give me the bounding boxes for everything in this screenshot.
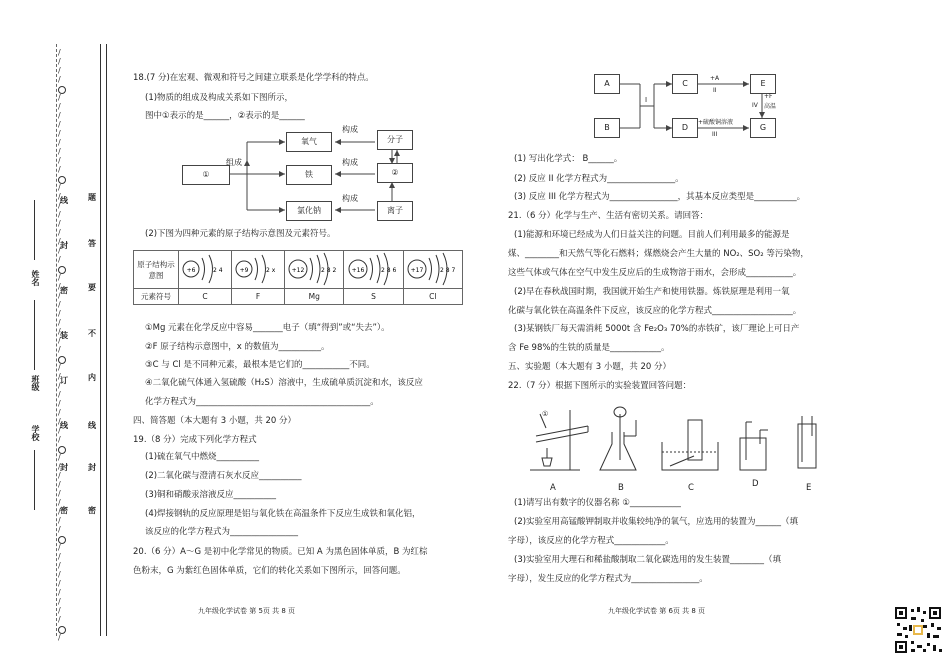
atom-nucleus: +12 — [291, 266, 305, 274]
q19-a: (1)硫在氧气中燃烧__________ — [145, 452, 260, 462]
diagram-node-iron: 铁 — [286, 165, 332, 185]
q19-b: (2)二氧化碳与澄清石灰水反应__________ — [145, 471, 302, 481]
atom-structure-table — [133, 250, 463, 305]
q18-s4: ④二氧化硫气体通入氢硫酸（H₂S）溶液中，生成硫单质沉淀和水，该反应 — [145, 378, 423, 388]
atom-shells: 2 8 7 — [439, 266, 456, 274]
seal-slash: / — [58, 597, 61, 606]
seal-slash: / — [58, 273, 61, 282]
atom-nucleus: +6 — [186, 266, 196, 274]
seal-slash: / — [58, 147, 61, 156]
seal-slash: / — [58, 363, 61, 372]
reaction-IV: IV — [752, 102, 758, 109]
section-5-title: 五、实验题（本大题有 3 小题，共 20 分） — [508, 362, 672, 372]
seal-char-outer: 线 — [60, 196, 68, 205]
seal-slash: / — [58, 165, 61, 174]
footer-right: 九年级化学试卷 第 6页 共 8 页 — [608, 607, 706, 615]
class-label: 班级 — [31, 375, 40, 391]
q20-b: (2) 反应 II 化学方程式为________________。 — [514, 174, 684, 184]
diagram-node-nacl: 氯化钠 — [286, 201, 332, 221]
reaction-II-reagent: +A — [710, 75, 720, 82]
seal-char: 题 — [88, 193, 96, 202]
q20-a: (1) 写出化学式： B______。 — [514, 154, 623, 164]
seal-char: 密 — [88, 506, 96, 515]
q19-title: 19.（8 分）完成下列化学方程式 — [133, 435, 257, 445]
atom-shells: 2 8 2 — [321, 266, 337, 274]
seal-slash: / — [58, 525, 61, 534]
seal-slash: / — [58, 561, 61, 570]
seal-char: 不 — [88, 329, 96, 338]
seal-slash: / — [58, 228, 61, 237]
seal-slash: / — [58, 318, 61, 327]
reaction-I: I — [645, 96, 648, 104]
diagram-node-oxygen: 氧气 — [286, 132, 332, 152]
node-C: C — [672, 74, 698, 94]
node-B: B — [594, 118, 620, 138]
seal-slash: / — [58, 102, 61, 111]
seal-slash: / — [58, 372, 61, 381]
atom-shells: 2 8 6 — [380, 266, 396, 274]
seal-slash: / — [58, 75, 61, 84]
seal-slash: / — [58, 219, 61, 228]
q18-s3: ③C 与 Cl 是不同种元素，最根本是它们的___________不同。 — [145, 360, 375, 370]
seal-slash: / — [58, 390, 61, 399]
node-G: G — [750, 118, 776, 138]
seal-line-left — [56, 44, 57, 636]
name-blank — [34, 200, 35, 260]
diagram-node-1: ① — [182, 165, 230, 185]
seal-char: 内 — [88, 373, 96, 382]
seal-slash: / — [58, 588, 61, 597]
seal-slash: / — [58, 579, 61, 588]
apparatus-label-E: E — [806, 483, 812, 493]
seal-slash: / — [58, 408, 61, 417]
seal-char: 线 — [88, 421, 96, 430]
seal-slash: / — [58, 237, 61, 246]
seal-slash: / — [58, 462, 61, 471]
q18-part1: (1)物质的组成及构成关系如下图所示， — [145, 93, 294, 103]
atom-diagram — [403, 251, 462, 289]
seal-slash: / — [58, 381, 61, 390]
seal-char: 要 — [88, 283, 96, 292]
name-label: 姓名 — [31, 270, 40, 286]
seal-slash: / — [58, 606, 61, 615]
footer-left: 九年级化学试卷 第 5页 共 8 页 — [198, 607, 296, 615]
school-label: 学校 — [31, 425, 40, 441]
seal-slash: / — [58, 345, 61, 354]
element-symbol: S — [344, 289, 403, 305]
table-head: 原子结构示意图 — [134, 251, 179, 289]
q22-a: (1)请写出有数字的仪器名称 ①____________ — [514, 498, 681, 508]
atom-diagram — [232, 251, 285, 289]
school-blank — [34, 450, 35, 510]
reaction-II: II — [713, 87, 717, 94]
q22-c1: (3)实验室用大理石和稀盐酸制取二氧化碳选用的发生装置________（填 — [514, 555, 782, 565]
node-D: D — [672, 118, 698, 138]
reaction-IV-reagent: +F — [764, 93, 773, 100]
label-goucheng: 构成 — [342, 158, 358, 167]
atom-nucleus: +9 — [239, 266, 249, 274]
section-4-title: 四、简答题（本大题有 3 小题，共 20 分） — [133, 416, 297, 426]
seal-slash: / — [58, 489, 61, 498]
seal-slash: / — [58, 327, 61, 336]
diagram-node-2: ② — [377, 163, 413, 183]
apparatus-label-A: A — [550, 483, 556, 493]
seal-slash: / — [58, 300, 61, 309]
diagram-node-ion: 离子 — [377, 201, 413, 221]
q18-part1-blanks: 图中①表示的是______，②表示的是______ — [145, 111, 305, 121]
seal-char-outer: 封 — [60, 463, 68, 472]
binding-strip — [0, 0, 112, 659]
reaction-III: III — [712, 131, 718, 138]
q21-b1: (2)早在春秋战国时期，我国就开始生产和使用铁器。炼铁原理是利用一氧 — [514, 287, 790, 297]
seal-slash: / — [58, 291, 61, 300]
seal-slash: / — [58, 48, 61, 57]
q18-s2: ②F 原子结构示意图中，x 的数值为__________。 — [145, 342, 330, 352]
seal-char-outer: 装 — [60, 331, 68, 340]
reaction-III-reagent: +硫酸铜溶液 — [698, 119, 734, 126]
seal-slash: / — [58, 399, 61, 408]
seal-slash: / — [58, 507, 61, 516]
element-symbol: Cl — [403, 289, 462, 305]
q21-c1: (3)某钢铁厂每天需消耗 5000t 含 Fe₂O₃ 70%的赤铁矿，该厂理论上可日产 — [514, 324, 800, 334]
q21-title: 21.（6 分）化学与生产、生活有密切关系。请回答： — [508, 211, 709, 221]
q20-text-2: 色粉末，G 为紫红色固体单质，它们的转化关系如下图所示，回答问题。 — [133, 566, 406, 576]
atom-nucleus: +16 — [351, 266, 364, 274]
apparatus-label-C: C — [688, 483, 694, 493]
seal-slash: / — [58, 93, 61, 102]
q22-c2: 字母），发生反应的化学方程式为________________。 — [508, 574, 708, 584]
seal-slash: / — [58, 57, 61, 66]
apparatus-figure — [520, 400, 840, 485]
label-goucheng: 构成 — [342, 194, 358, 203]
seal-char-outer: 订 — [60, 376, 68, 385]
seal-slash: / — [58, 156, 61, 165]
seal-char-outer: 线 — [60, 421, 68, 430]
seal-slash: / — [58, 471, 61, 480]
seal-slash: / — [58, 282, 61, 291]
seal-slash: / — [58, 435, 61, 444]
q21-b2: 化碳与氧化铁在高温条件下反应，该反应的化学方程式___________________。 — [508, 306, 802, 316]
table-head: 元素符号 — [134, 289, 179, 305]
seal-char: 答 — [88, 239, 96, 248]
label-goucheng: 构成 — [342, 125, 358, 134]
seal-line-right-2 — [106, 44, 107, 636]
atom-shells: 2 4 — [213, 266, 223, 274]
seal-slash: / — [58, 552, 61, 561]
seal-slash: / — [58, 615, 61, 624]
seal-slash: / — [58, 633, 61, 642]
q19-d2: 该反应的化学方程式为________________ — [145, 527, 299, 537]
element-symbol: F — [232, 289, 285, 305]
element-symbol: C — [179, 289, 232, 305]
q21-a1: (1)能源和环境已经成为人们日益关注的问题。目前人们利用最多的能源是 — [514, 230, 790, 240]
node-A: A — [594, 74, 620, 94]
seal-slash: / — [58, 255, 61, 264]
seal-slash: / — [58, 498, 61, 507]
atom-nucleus: +17 — [410, 266, 424, 274]
q20-c: (3) 反应 III 化学方程式为________________，其基本反应类型是__________。 — [514, 192, 806, 202]
atom-diagram — [179, 251, 232, 289]
atom-diagram — [285, 251, 344, 289]
class-blank — [34, 300, 35, 370]
label-zucheng: 组成 — [226, 158, 242, 167]
q18-s4b: 化学方程式为_________________________________________。 — [145, 397, 379, 407]
seal-slash: / — [58, 111, 61, 120]
q21-a2: 煤、________和天然气等化石燃料；煤燃烧会产生大量的 NO₂、SO₂ 等污染物， — [508, 249, 809, 259]
q22-title: 22.（7 分）根据下图所示的实验装置回答问题： — [508, 381, 692, 391]
seal-slash: / — [58, 192, 61, 201]
q19-c: (3)铜和硝酸汞溶液反应__________ — [145, 490, 277, 500]
atom-shells: 2 x — [266, 266, 276, 274]
seal-slash: / — [58, 210, 61, 219]
seal-slash: / — [58, 570, 61, 579]
seal-slash: / — [58, 138, 61, 147]
atom-diagram — [344, 251, 403, 289]
seal-char: 封 — [88, 463, 96, 472]
apparatus-label-D: D — [752, 479, 759, 489]
diagram-node-molecule: 分子 — [377, 130, 413, 150]
seal-slash: / — [58, 129, 61, 138]
reaction-IV-condition: 高温 — [764, 103, 777, 110]
seal-slash: / — [58, 66, 61, 75]
seal-slash: / — [58, 543, 61, 552]
node-E: E — [750, 74, 776, 94]
seal-slash: / — [58, 183, 61, 192]
apparatus-label-B: B — [618, 483, 624, 493]
q21-a3: 这些气体或气体在空气中发生反应后的生成物溶于雨水，会形成___________。 — [508, 268, 802, 278]
q22-b1: (2)实验室用高锰酸钾制取并收集较纯净的氧气，应选用的装置为______（填 — [514, 517, 799, 527]
q18-title: 18.(7 分)在宏观、微观和符号之间建立联系是化学学科的特点。 — [133, 73, 374, 83]
seal-slash: / — [58, 246, 61, 255]
seal-slash: / — [58, 201, 61, 210]
seal-slash: / — [58, 336, 61, 345]
seal-slash: / — [58, 120, 61, 129]
q20-text-1: 20.（6 分）A～G 是初中化学常见的物质。已知 A 为黑色固体单质，B 为红棕 — [133, 547, 428, 557]
qr-code[interactable] — [893, 605, 943, 655]
seal-slash: / — [58, 453, 61, 462]
seal-slash: / — [58, 426, 61, 435]
seal-slash: / — [58, 516, 61, 525]
seal-slash: / — [58, 417, 61, 426]
seal-slash: / — [58, 309, 61, 318]
q21-c2: 含 Fe 98%的生铁的质量是____________。 — [508, 343, 670, 353]
seal-char-outer: 密 — [60, 286, 68, 295]
q22-b2: 字母），该反应的化学方程式____________。 — [508, 536, 674, 546]
seal-slash: / — [58, 480, 61, 489]
q18-part2: (2)下图为四种元素的原子结构示意图及元素符号。 — [145, 229, 336, 239]
seal-char-outer: 封 — [60, 241, 68, 250]
seal-line-right — [100, 44, 101, 636]
element-symbol: Mg — [285, 289, 344, 305]
q19-d: (4)焊接钢轨的反应原理是铝与氧化铁在高温条件下反应生成铁和氧化铝， — [145, 509, 421, 519]
seal-char-outer: 密 — [60, 506, 68, 515]
apparatus-marker-1: ① — [542, 410, 549, 418]
q18-s1: ①Mg 元素在化学反应中容易_______电子（填“得到”或“失去”）。 — [145, 323, 390, 333]
